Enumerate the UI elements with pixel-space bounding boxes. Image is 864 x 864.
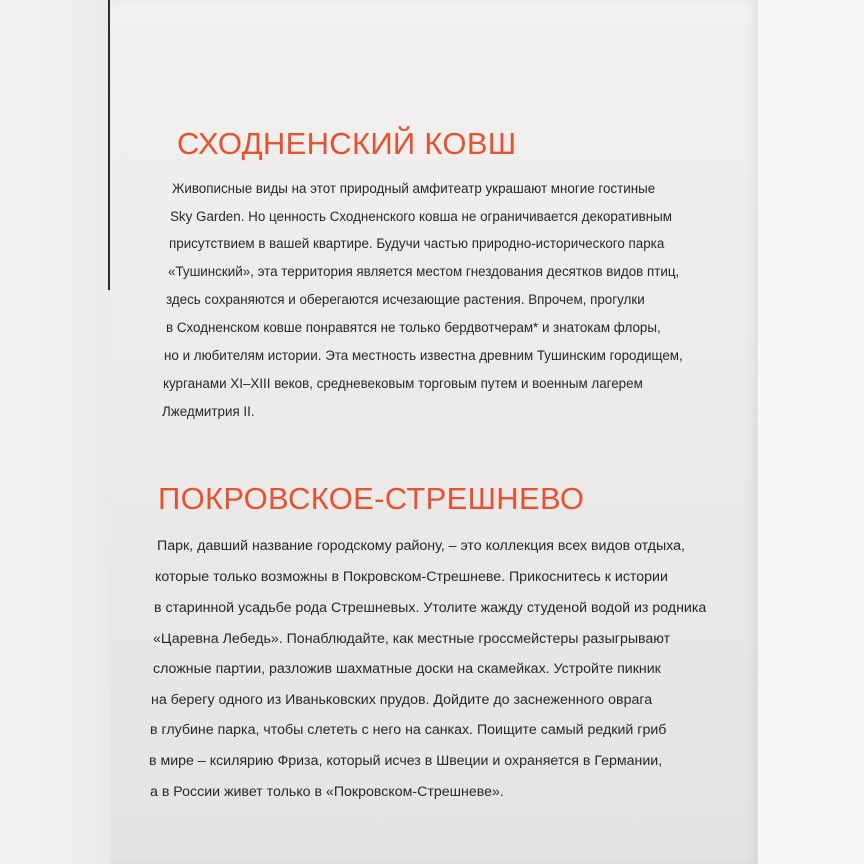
text-line: курганами XI–XIII веков, средневековым торговым путем и военным лагерем bbox=[163, 376, 643, 391]
text-line: Живописные виды на этот природный амфитеатр украшают многие гостиные bbox=[172, 181, 656, 196]
background-edge bbox=[0, 0, 116, 864]
text-line: на берегу одного из Иваньковских прудов. Дойдите до заснеженного оврага bbox=[151, 692, 653, 708]
section-title-pokrovskoe-streshnevo: ПОКРОВСКОЕ-СТРЕШНЕВО bbox=[158, 481, 585, 516]
text-line: «Царевна Лебедь». Понаблюдайте, как местные гроссмейстеры разыгрывают bbox=[153, 631, 671, 647]
text-line: Sky Garden. Но ценность Сходненского ковша не ограничивается декоративным bbox=[170, 209, 672, 224]
text-line: в мире – ксилярию Фриза, который исчез в Швеции и охраняется в Германии, bbox=[149, 753, 663, 769]
page-edge-shadow bbox=[108, 0, 110, 290]
text-line: Лжедмитрия II. bbox=[162, 404, 255, 419]
text-line: Парк, давший название городскому району, – это коллекция всех видов отдыха, bbox=[157, 538, 685, 554]
text-line: которые только возможны в Покровском-Стрешневе. Прикоснитесь к истории bbox=[155, 569, 668, 585]
text-line: в Сходненском ковше понравятся не только бердвотчерам* и знатокам флоры, bbox=[166, 320, 661, 335]
text-line: присутствием в вашей квартире. Будучи частью природно-исторического парка bbox=[169, 236, 665, 251]
text-line: сложные партии, разложив шахматные доски на скамейках. Устройте пикник bbox=[153, 661, 661, 677]
section-title-skhodnensky-kovsh: СХОДНЕНСКИЙ КОВШ bbox=[177, 126, 517, 161]
text-line: а в России живет только в «Покровском-Стрешневе». bbox=[150, 784, 504, 800]
text-line: «Тушинский», эта территория является местом гнездования десятков видов птиц, bbox=[168, 264, 680, 279]
background-right bbox=[758, 0, 864, 864]
text-line: в глубине парка, чтобы слететь с него на санках. Поищите самый редкий гриб bbox=[150, 722, 667, 738]
text-line: в старинной усадьбе рода Стрешневых. Утолите жажду студеной водой из родника bbox=[154, 600, 707, 616]
text-line: здесь сохраняются и оберегаются исчезающие растения. Впрочем, прогулки bbox=[166, 292, 645, 307]
text-line: но и любителям истории. Эта местность известна древним Тушинским городищем, bbox=[164, 348, 683, 363]
